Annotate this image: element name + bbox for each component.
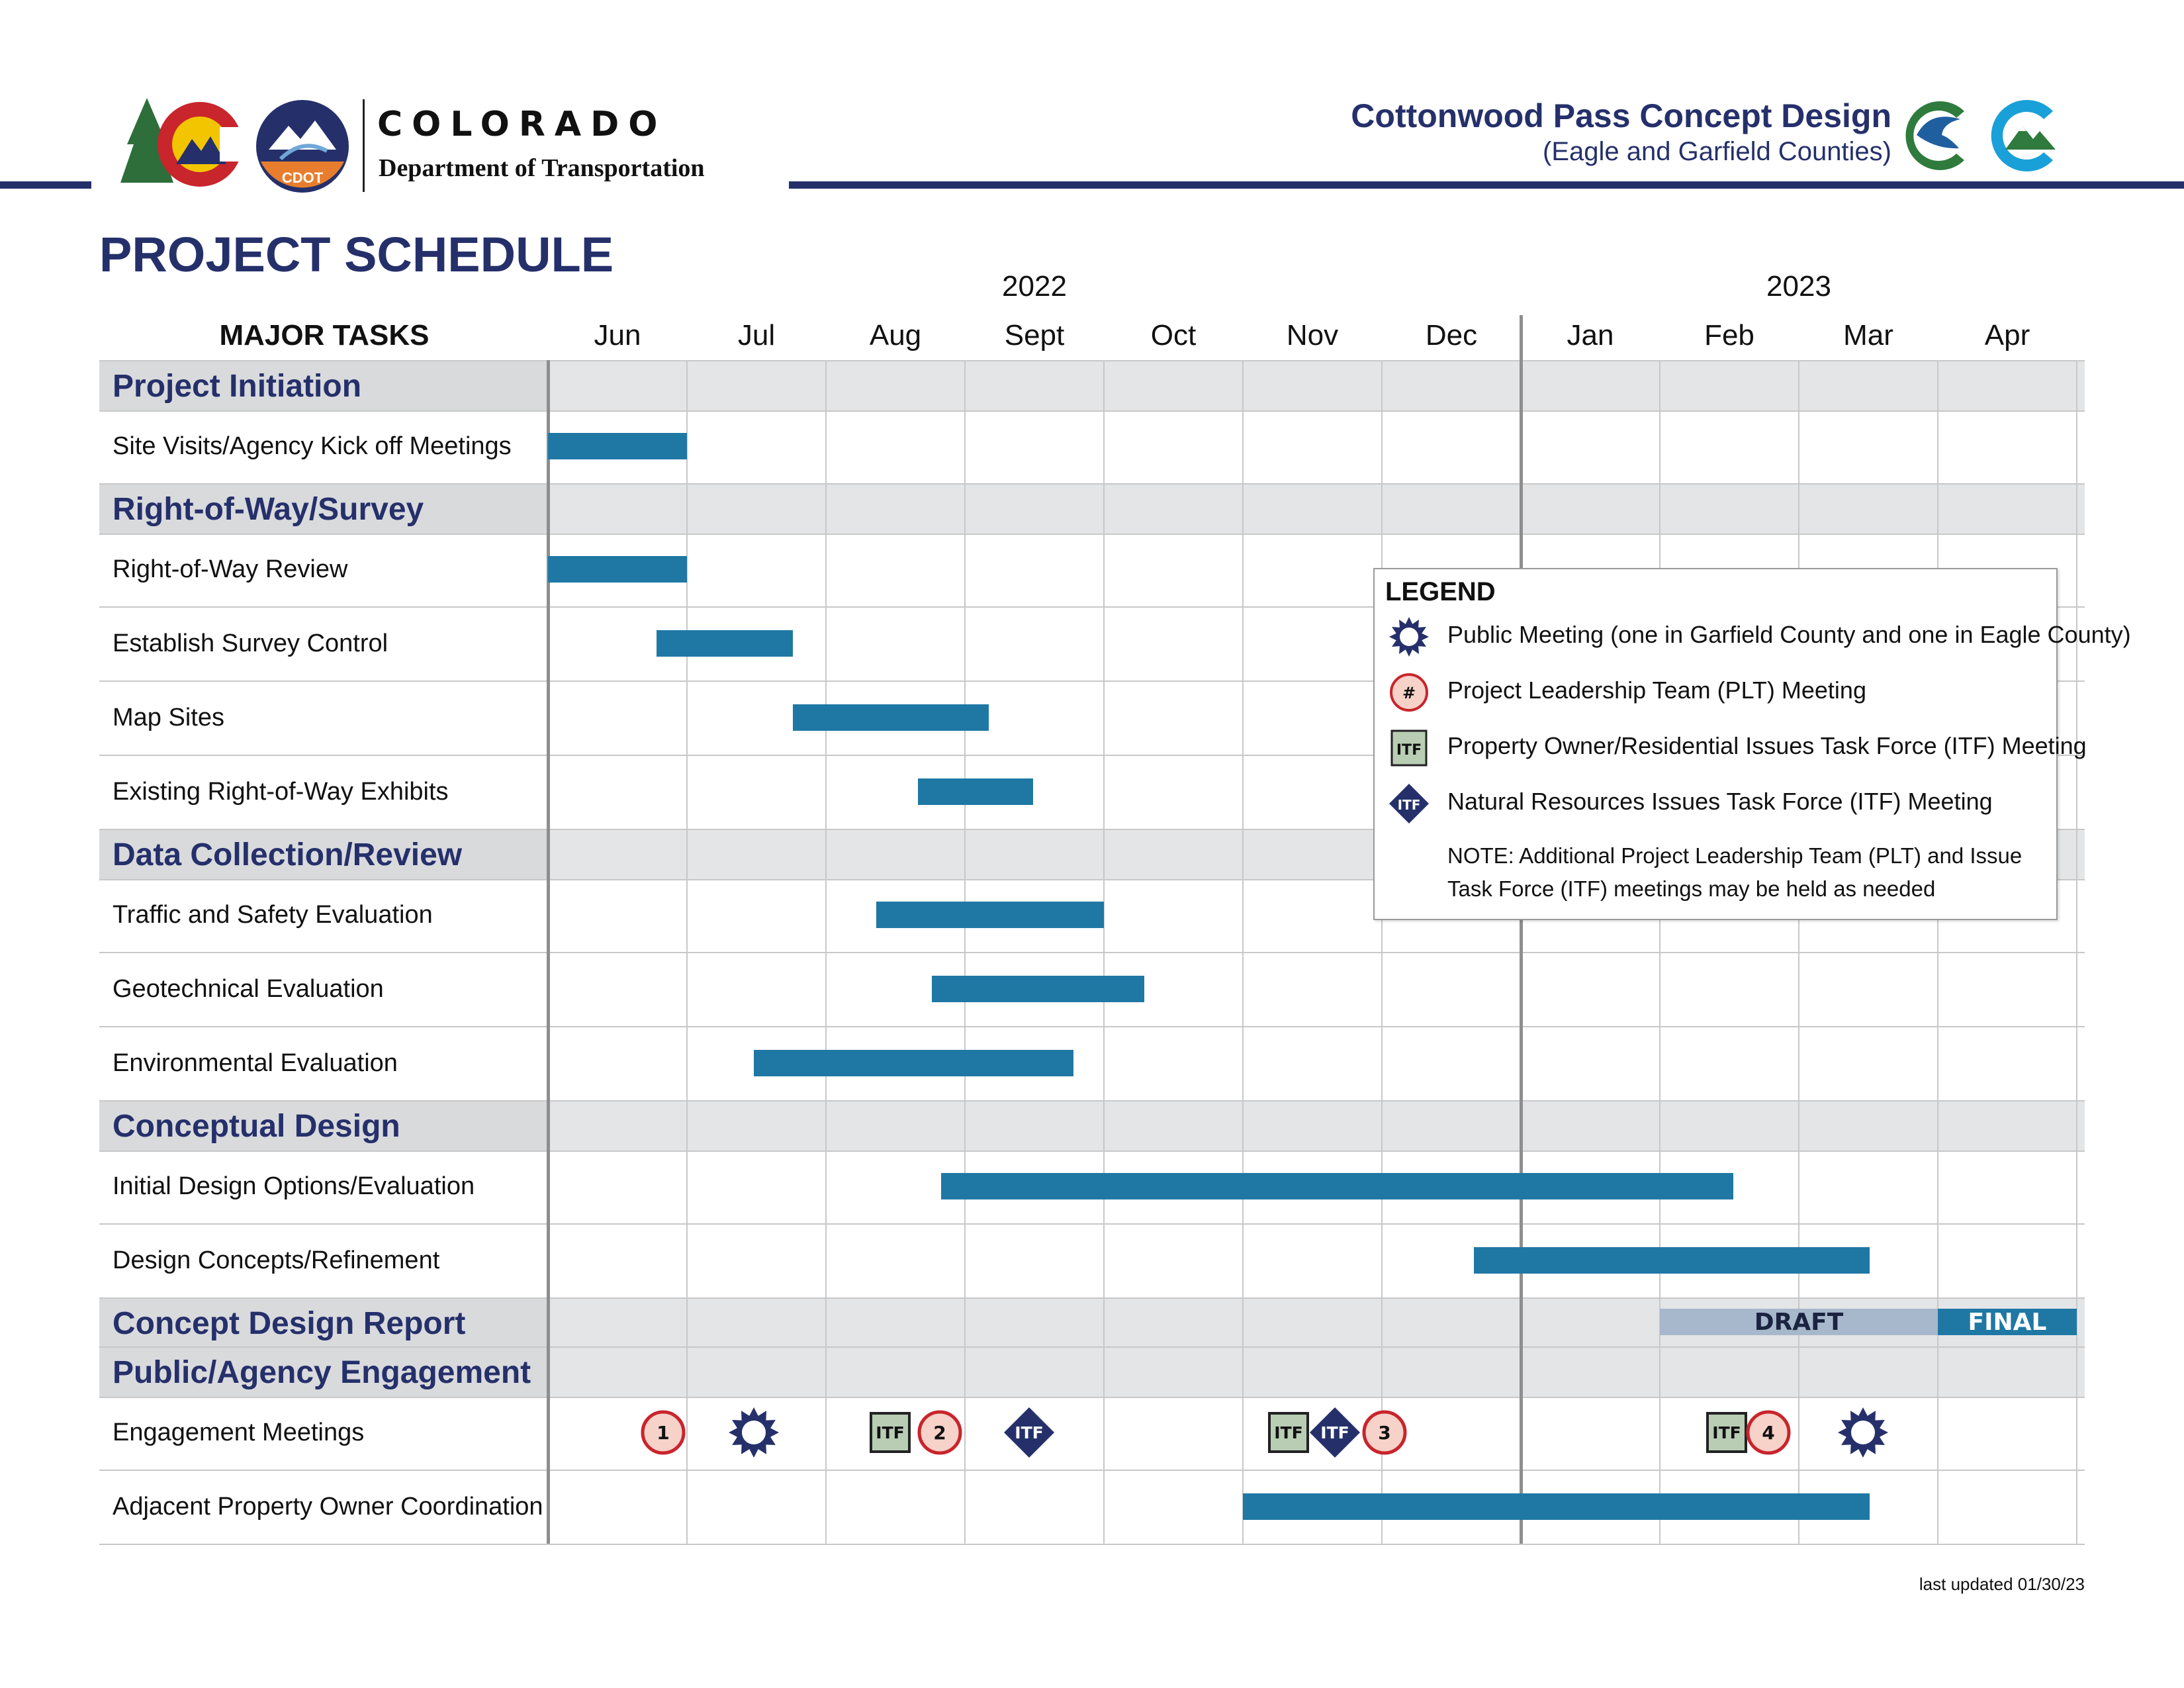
plt-meeting-marker xyxy=(1358,1406,1411,1459)
plt-meeting-marker xyxy=(1742,1406,1795,1459)
cdot-badge-logo xyxy=(254,98,351,195)
legend xyxy=(1373,568,2131,920)
public-meeting-marker xyxy=(727,1406,780,1459)
month-grid-line xyxy=(964,360,966,1544)
section-row xyxy=(99,483,2085,535)
month-label-sept: Sept xyxy=(1004,319,1065,352)
marker-label: ITF xyxy=(1712,1423,1741,1442)
natural-resources-itf-icon xyxy=(1388,782,1430,825)
gantt-bar xyxy=(876,902,1104,928)
section-label: Right-of-Way/Survey xyxy=(113,491,424,527)
cdot-badge-text: CDOT xyxy=(281,169,324,186)
gantt-bar xyxy=(918,778,1033,805)
gantt-bar xyxy=(941,1173,1733,1199)
legend-item-plt-meeting: Project Leadership Team (PLT) Meeting xyxy=(1447,677,1866,704)
section-label: Data Collection/Review xyxy=(113,837,463,872)
draft-bar: DRAFT xyxy=(1660,1309,1938,1335)
year-label-2022: 2022 xyxy=(1002,270,1067,303)
legend-note: NOTE: Additional Project Leadership Team (PLT) and Issue Task Force (ITF) meetings may be held as needed xyxy=(1447,843,2023,901)
gantt-bar xyxy=(1474,1247,1870,1274)
natural-resources-itf-marker xyxy=(1003,1406,1056,1459)
legend-item-natural-resources-itf: Natural Resources Issues Task Force (ITF) Meeting xyxy=(1447,788,1993,815)
task-label: Establish Survey Control xyxy=(113,629,388,657)
section-label: Project Initiation xyxy=(113,368,362,404)
gantt-bar xyxy=(548,433,687,459)
month-grid-line xyxy=(1381,360,1383,1544)
task-label: Site Visits/Agency Kick off Meetings xyxy=(113,432,512,460)
section-row xyxy=(99,360,2085,412)
public-meeting-marker xyxy=(1837,1406,1889,1459)
task-label: Existing Right-of-Way Exhibits xyxy=(113,777,449,806)
gantt-bar xyxy=(1243,1493,1870,1520)
eagle-county-logo xyxy=(1903,97,1976,175)
marker-label: ITF xyxy=(1014,1423,1044,1442)
month-label-apr: Apr xyxy=(1984,319,2030,352)
task-label: Initial Design Options/Evaluation xyxy=(113,1172,475,1200)
month-grid-line xyxy=(686,360,688,1544)
last-updated: last updated 01/30/23 xyxy=(1919,1574,2085,1594)
month-grid-line xyxy=(1937,360,1938,1544)
colorado-c-logo xyxy=(120,98,253,191)
gantt-bar xyxy=(932,976,1144,1002)
task-label: Engagement Meetings xyxy=(113,1418,365,1446)
month-grid-line xyxy=(1103,360,1105,1544)
plt-meeting-marker xyxy=(913,1406,966,1459)
marker-label: ITF xyxy=(1274,1423,1304,1442)
period-divider-line xyxy=(547,360,550,1544)
logo-divider xyxy=(363,99,365,192)
marker-label: 2 xyxy=(933,1422,946,1444)
marker-label: 1 xyxy=(657,1422,670,1444)
month-grid-line xyxy=(1242,360,1244,1544)
legend-item-public-meeting: Public Meeting (one in Garfield County and one in Eagle County) xyxy=(1447,621,2131,648)
natural-resources-itf-marker xyxy=(1308,1406,1361,1459)
colorado-wordmark: COLORADO xyxy=(377,105,667,144)
department-name: Department of Transportation xyxy=(379,154,705,182)
month-label-jun: Jun xyxy=(594,319,641,352)
project-subtitle: (Eagle and Garfield Counties) xyxy=(1543,137,1891,166)
month-label-feb: Feb xyxy=(1704,319,1754,352)
final-bar: FINAL xyxy=(1938,1309,2077,1335)
page-title: PROJECT SCHEDULE xyxy=(99,227,614,282)
task-label: Traffic and Safety Evaluation xyxy=(113,900,433,929)
section-label: Conceptual Design xyxy=(113,1108,400,1144)
month-grid-line xyxy=(1798,360,1799,1544)
public-meeting-icon xyxy=(1388,616,1430,658)
month-label-oct: Oct xyxy=(1150,319,1197,352)
property-itf-marker xyxy=(1262,1406,1315,1459)
month-grid-line xyxy=(2076,360,2077,1544)
period-divider-line xyxy=(1520,315,1523,1544)
gantt-bar xyxy=(754,1050,1073,1076)
legend-item-property-itf: Property Owner/Residential Issues Task Force (ITF) Meeting xyxy=(1447,732,2087,759)
plt-icon-text: # xyxy=(1402,684,1416,702)
month-grid-line xyxy=(825,360,827,1544)
header-rule-right xyxy=(789,181,2184,189)
gantt-bar xyxy=(548,556,687,583)
month-label-jul: Jul xyxy=(737,319,776,352)
task-label: Adjacent Property Owner Coordination xyxy=(113,1492,543,1521)
section-row xyxy=(99,1346,2085,1398)
task-label: Geotechnical Evaluation xyxy=(113,974,384,1003)
section-row xyxy=(99,1100,2085,1152)
task-label: Map Sites xyxy=(113,703,224,731)
legend-title: LEGEND xyxy=(1385,577,1496,606)
task-label: Design Concepts/Refinement xyxy=(113,1246,440,1274)
task-label: Right-of-Way Review xyxy=(113,555,348,583)
section-label: Public/Agency Engagement xyxy=(113,1354,531,1390)
month-label-dec: Dec xyxy=(1425,319,1478,352)
gantt-bar xyxy=(793,704,989,731)
header-rule-left xyxy=(0,181,91,189)
marker-label: 4 xyxy=(1762,1422,1775,1444)
gantt-bar xyxy=(657,630,793,657)
task-row xyxy=(99,1026,2085,1102)
nr-itf-icon-text: ITF xyxy=(1397,797,1421,813)
marker-label: ITF xyxy=(875,1423,905,1442)
month-grid-line xyxy=(1659,360,1661,1544)
property-itf-marker xyxy=(864,1406,917,1459)
major-tasks-header: MAJOR TASKS xyxy=(219,319,430,352)
plt-meeting-marker xyxy=(637,1406,690,1459)
property-itf-icon-text: ITF xyxy=(1396,742,1422,759)
marker-label: 3 xyxy=(1378,1422,1391,1444)
garfield-county-logo xyxy=(1987,97,2062,175)
project-title: Cottonwood Pass Concept Design xyxy=(1351,97,1891,134)
task-row xyxy=(99,409,2085,485)
month-label-nov: Nov xyxy=(1286,319,1339,352)
property-itf-icon xyxy=(1388,727,1430,769)
marker-label: ITF xyxy=(1320,1423,1349,1442)
task-label: Environmental Evaluation xyxy=(113,1049,398,1077)
month-label-mar: Mar xyxy=(1843,319,1893,352)
year-label-2023: 2023 xyxy=(1766,270,1831,303)
month-label-jan: Jan xyxy=(1567,319,1614,352)
section-label: Concept Design Report xyxy=(113,1305,466,1341)
month-label-aug: Aug xyxy=(869,319,922,352)
plt-meeting-icon xyxy=(1388,671,1430,714)
